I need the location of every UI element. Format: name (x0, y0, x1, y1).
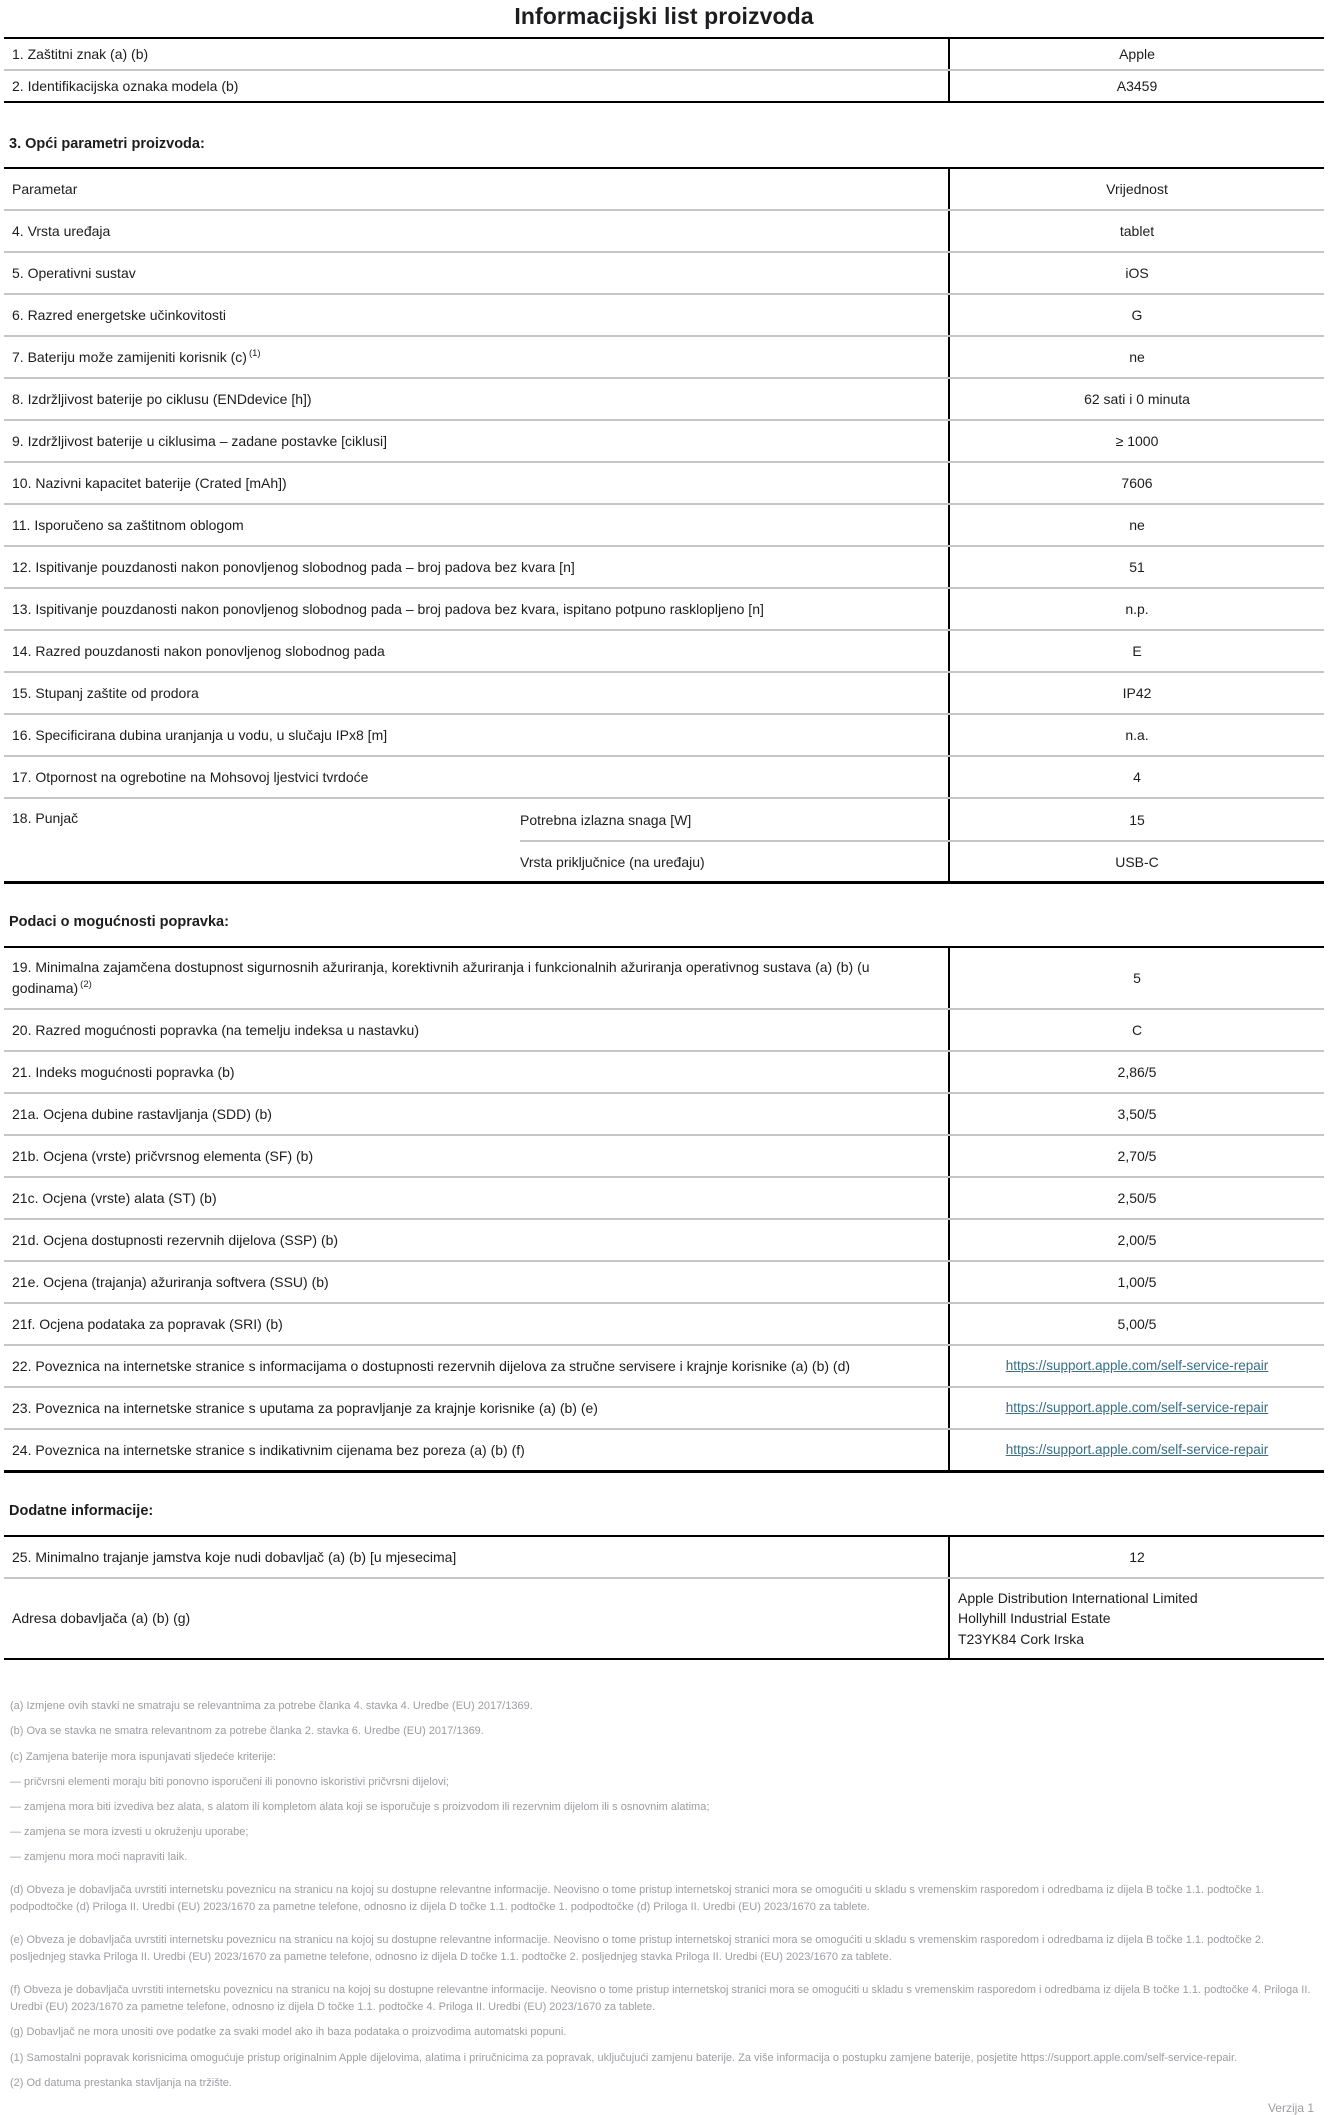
footnote-marker: (2) (80, 979, 92, 991)
table-row (4, 209, 1324, 251)
row-value: ne (1129, 348, 1145, 365)
address-line: Hollyhill Industrial Estate (958, 1610, 1111, 1627)
row-value: 62 sati i 0 minuta (1084, 390, 1190, 407)
row-label: 21c. Ocjena (vrste) alata (ST) (b) (4, 1178, 950, 1218)
table-row (4, 419, 1324, 461)
table-header-row (4, 169, 1324, 209)
row-label: 23. Poveznica na internetske stranice s uputama za popravljanje za krajnje korisnike (a) (b) (e) (4, 1388, 950, 1428)
table-row (4, 587, 1324, 629)
footnote-1: (1) Samostalni popravak korisnicima omogućuje pristup originalnim Apple dijelovima, alatima i priručnicima za popravak, uključujući zamjenu baterije. Za više informacija o postupku zamjene baterije, posjetite https://support.apple.com/self-service-repair. (10, 2051, 1238, 2064)
row-value: 2,00/5 (1117, 1231, 1157, 1248)
row-label: 1. Zaštitni znak (a) (b) (4, 39, 950, 69)
row-value (950, 1430, 1324, 1470)
page-title: Informacijski list proizvoda (514, 3, 814, 29)
row-value: ≥ 1000 (1115, 432, 1159, 449)
row-value: C (1131, 1021, 1143, 1038)
supplier-address (950, 1579, 1324, 1658)
row-value: ne (1129, 516, 1145, 533)
row-label: 12. Ispitivanje pouzdanosti nakon ponovljenog slobodnog pada – broj padova bez kvara [n] (4, 547, 950, 587)
table-row (4, 39, 1324, 69)
row-label: 16. Specificirana dubina uranjanja u vodu, u slučaju IPx8 [m] (4, 715, 950, 755)
charger-subrow (520, 799, 1324, 840)
table-row (4, 1386, 1324, 1428)
table-row (4, 335, 1324, 377)
table-row (4, 1050, 1324, 1092)
table-row (4, 1134, 1324, 1176)
row-label: 8. Izdržljivost baterije po ciklusu (ENDdevice [h]) (4, 379, 950, 419)
table-row (4, 545, 1324, 587)
row-value: tablet (1119, 222, 1155, 239)
row-label: 18. Punjač (12, 810, 79, 826)
row-label: 5. Operativni sustav (4, 253, 950, 293)
row-label: 6. Razred energetske učinkovitosti (4, 295, 950, 335)
row-value: 2,70/5 (1117, 1147, 1157, 1164)
table-row (4, 1092, 1324, 1134)
footnote-c-item: — zamjenu mora moći napraviti laik. (10, 1850, 188, 1863)
footnote-g: (g) Dobavljač ne mora unositi ove podatke za svaki model ako ih baza podataka o proizvodima automatski popuni. (10, 2026, 567, 2039)
row-label: 25. Minimalno trajanje jamstva koje nudi dobavljač (a) (b) [u mjesecima] (4, 1537, 950, 1577)
row-label: 14. Razred pouzdanosti nakon ponovljenog slobodnog pada (4, 631, 950, 671)
table-row (4, 713, 1324, 755)
table-row (4, 755, 1324, 797)
charger-row (4, 797, 1324, 881)
table-row (4, 629, 1324, 671)
table-row (4, 1537, 1324, 1577)
table-row (4, 1260, 1324, 1302)
footnote-c-item: — pričvrsni elementi moraju biti ponovno isporučeni ili ponovno iskoristivi pričvrsni dijelovi; (10, 1775, 449, 1788)
table-row (4, 1344, 1324, 1386)
version-label: Verzija 1 (1267, 2100, 1314, 2115)
row-value: 12 (1129, 1548, 1145, 1565)
row-value: n.p. (1125, 600, 1149, 617)
row-label: 22. Poveznica na internetske stranice s informacijama o dostupnosti rezervnih dijelova za stručne servisere i krajnje korisnike (a) (b) (d) (4, 1346, 950, 1386)
footnotes (4, 1698, 1324, 2092)
footnote-c: (c) Zamjena baterije mora ispunjavati sljedeće kriterije: (10, 1750, 276, 1763)
row-value (950, 1346, 1324, 1386)
row-value: 2,86/5 (1117, 1063, 1157, 1080)
footnote-c-item: — zamjena mora biti izvediva bez alata, s alatom ili kompletom alata koji se isporučuje s proizvodom ili rezervnim dijelom ili s osnovnim alatima; (10, 1800, 710, 1813)
row-label: 21e. Ocjena (trajanja) ažuriranja softvera (SSU) (b) (4, 1262, 950, 1302)
row-value: 4 (1133, 768, 1141, 785)
row-value: IP42 (1122, 684, 1152, 701)
subrow-value: 15 (1129, 811, 1145, 828)
row-value: iOS (1125, 264, 1149, 281)
footnote-e: (e) Obveza je dobavljača uvrstiti internetsku poveznicu na stranicu na kojoj su dostupne relevantne informacije. Neovisno o tome pristup internetskoj stranici mora se omogućiti u skladu s vremenskim rasporedom i odredbama iz dijela B točke 1.1. podtočke 2. posljednjeg stavka Priloga II. Uredbi (EU) 2023/1670 za pametne telefone, odnosno iz dijela D točke 1.1. podtočke 2. posljednjeg stavka Priloga II. Uredbi (EU) 2023/1670 za tablete. (10, 1934, 1265, 1963)
indicative-prices-link[interactable]: https://support.apple.com/self-service-repair (1005, 1442, 1269, 1458)
row-label: 20. Razred mogućnosti popravka (na temelju indeksa u nastavku) (4, 1010, 950, 1050)
row-value: E (1132, 642, 1142, 659)
footnote-d: (d) Obveza je dobavljača uvrstiti internetsku poveznicu na stranicu na kojoj su dostupne relevantne informacije. Neovisno o tome pristup internetskoj stranici mora se omogućiti u skladu s vremenskim rasporedom i odredbama iz dijela B točke 1.1. podtočke 1. podpodtočke (d) Priloga II. Uredbi (EU) 2023/1670 za pametne telefone, odnosno iz dijela D točke 1.1. podtočke 1. podpodtočke (d) Priloga II. Uredbi (EU) 2023/1670 za tablete. (10, 1884, 1265, 1913)
row-label: 21d. Ocjena dostupnosti rezervnih dijelova (SSP) (b) (4, 1220, 950, 1260)
table-row (4, 671, 1324, 713)
additional-info-table (4, 1535, 1324, 1660)
row-value: 5 (1133, 969, 1141, 986)
row-value: G (1131, 306, 1143, 323)
row-value: 5,00/5 (1117, 1315, 1157, 1332)
table-row (4, 948, 1324, 1008)
table-row (4, 1577, 1324, 1658)
row-label: 11. Isporučeno sa zaštitnom oblogom (4, 505, 950, 545)
footnote-2: (2) Od datuma prestanka stavljanja na tržište. (10, 2077, 232, 2090)
subrow-label: Potrebna izlazna snaga [W] (520, 799, 950, 840)
table-row (4, 251, 1324, 293)
row-label: 24. Poveznica na internetske stranice s indikativnim cijenama bez poreza (a) (b) (f) (4, 1430, 950, 1470)
footnote-marker: (1) (248, 347, 261, 359)
subrow-value: USB-C (1115, 853, 1159, 870)
subrow-label: Vrsta priključnice (na uređaju) (520, 842, 950, 881)
row-value: 51 (1129, 558, 1145, 575)
table-row (4, 1428, 1324, 1470)
row-label: 19. Minimalna zajamčena dostupnost sigurnosnih ažuriranja, korektivnih ažuriranja i funkcionalnih ažuriranja operativnog sustava (a) (b) (u godinama) $^{(2)}$ (4, 948, 950, 1008)
section-heading-repairability: Podaci o mogućnosti popravka: (9, 914, 229, 930)
table-row (4, 1302, 1324, 1344)
column-header-parameter: Parametar (4, 169, 950, 209)
row-label: 17. Otpornost na ogrebotine na Mohsovoj ljestvici tvrdoće (4, 757, 950, 797)
row-label: 7. Bateriju može zamijeniti korisnik (c) $^{(1)}$ (4, 337, 950, 377)
table-row (4, 1176, 1324, 1218)
row-label: 9. Izdržljivost baterije u ciklusima – zadane postavke [ciklusi] (4, 421, 950, 461)
footnote-b: (b) Ova se stavka ne smatra relevantnom za potrebe članka 2. stavka 6. Uredbe (EU) 2017/1369. (10, 1725, 484, 1738)
row-value: n.a. (1125, 726, 1149, 743)
row-value: 3,50/5 (1117, 1105, 1157, 1122)
row-value: 1,00/5 (1117, 1273, 1157, 1290)
footnote-f: (f) Obveza je dobavljača uvrstiti internetsku poveznicu na stranicu na kojoj su dostupne relevantne informacije. Neovisno o tome pristup internetskoj stranici mora se omogućiti u skladu s vremenskim rasporedom i odredbama iz dijela B točke 1.1. podtočke 4. Priloga II. Uredbi (EU) 2023/1670 za pametne telefone, odnosno iz dijela D točke 1.1. podtočke 4. Priloga II. Uredbi (EU) 2023/1670 za tablete. (10, 1984, 1311, 2013)
footnote-c-item: — zamjena se mora izvesti u okruženju uporabe; (10, 1825, 249, 1838)
row-label: 15. Stupanj zaštite od prodora (4, 673, 950, 713)
row-label: 10. Nazivni kapacitet baterije (Crated [mAh]) (4, 463, 950, 503)
repairability-table (4, 946, 1324, 1473)
table-row (4, 377, 1324, 419)
table-row (4, 1008, 1324, 1050)
charger-subrow (520, 840, 1324, 881)
table-row (4, 69, 1324, 101)
identification-table (4, 37, 1324, 103)
row-value: 2,50/5 (1117, 1189, 1157, 1206)
row-value: 7606 (1121, 474, 1153, 491)
row-label: 21a. Ocjena dubine rastavljanja (SDD) (b) (4, 1094, 950, 1134)
footnote-a: (a) Izmjene ovih stavki ne smatraju se relevantnima za potrebe članka 4. stavka 4. Uredbe (EU) 2017/1369. (10, 1699, 533, 1712)
row-label: 13. Ispitivanje pouzdanosti nakon ponovljenog slobodnog pada – broj padova bez kvara, ispitano potpuno rasklopljeno [n] (4, 589, 950, 629)
row-label: 2. Identifikacijska oznaka modela (b) (4, 71, 950, 101)
table-row (4, 1218, 1324, 1260)
table-row (4, 503, 1324, 545)
row-label: 21b. Ocjena (vrste) pričvrsnog elementa (SF) (b) (4, 1136, 950, 1176)
address-line: T23YK84 Cork Irska (958, 1630, 1085, 1647)
section-heading-additional-info: Dodatne informacije: (9, 1503, 154, 1519)
row-label: 21. Indeks mogućnosti popravka (b) (4, 1052, 950, 1092)
row-label: 21f. Ocjena podataka za popravak (SRI) (b) (4, 1304, 950, 1344)
general-parameters-table (4, 167, 1324, 884)
column-header-value: Vrijednost (1106, 180, 1168, 197)
table-row (4, 461, 1324, 503)
table-row (4, 293, 1324, 335)
row-value: Apple (1119, 45, 1155, 62)
row-label: 4. Vrsta uređaja (4, 211, 950, 251)
row-value (950, 1388, 1324, 1428)
address-line: Apple Distribution International Limited (958, 1590, 1198, 1606)
row-label: Adresa dobavljača (a) (b) (g) (4, 1579, 950, 1658)
charger-subtable (520, 799, 1324, 881)
section-heading-general-parameters: 3. Opći parametri proizvoda: (9, 136, 205, 152)
row-value: A3459 (1116, 77, 1158, 94)
spare-parts-info-link[interactable]: https://support.apple.com/self-service-repair (1005, 1358, 1269, 1374)
repair-instructions-link[interactable]: https://support.apple.com/self-service-repair (1005, 1400, 1269, 1416)
